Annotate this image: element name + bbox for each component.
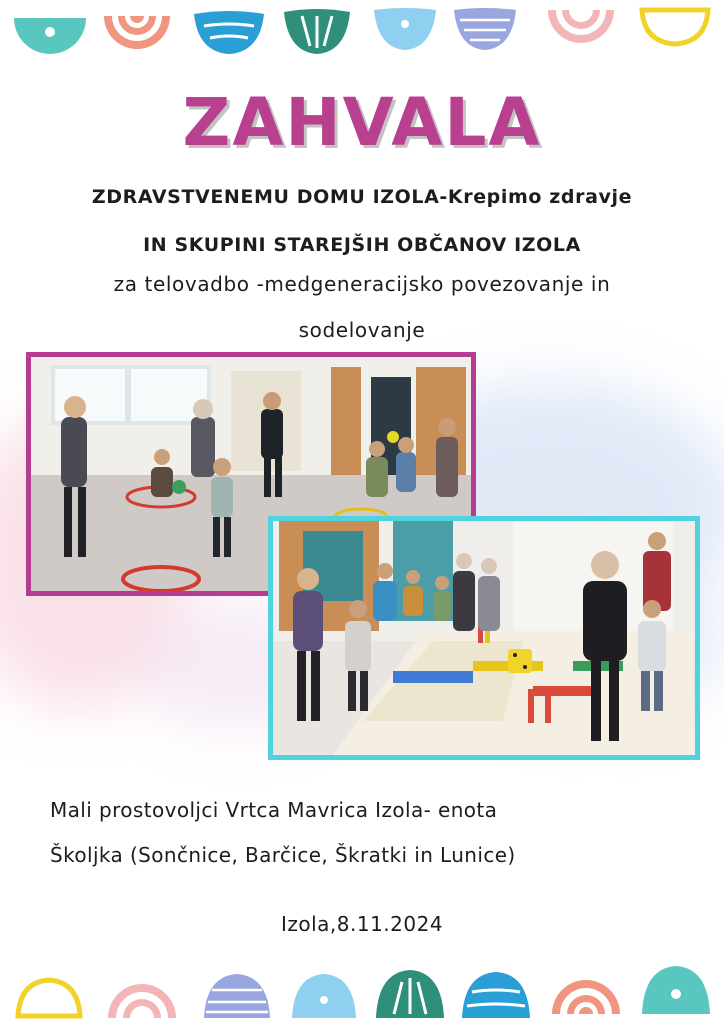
date-text: Izola,8.11.2024 [280,912,444,936]
yellow-dome-outline-icon [12,976,86,1020]
green-striped-bowl-icon [280,6,354,58]
green-striped-dome-icon [372,968,448,1020]
salmon-rainbow-icon [100,8,174,60]
teal-dome-icon [638,964,714,1016]
light-blue-dome-icon [370,6,440,54]
pink-rainbow-icon [104,970,180,1020]
dedication-line-2: IN SKUPINI STAREJŠIH OBČANOV IZOLA [143,234,581,256]
blue-striped-dome-icon [458,970,534,1020]
page-title: ZAHVALA [182,84,542,161]
yellow-bowl-outline-icon [636,4,714,48]
lavender-striped-dome-icon [200,972,274,1020]
gym-activity-photo-2 [268,516,700,760]
pink-rainbow-icon [544,4,618,54]
salmon-rainbow-icon [548,964,624,1016]
blue-striped-dome-icon [190,8,268,58]
teal-half-circle-icon [12,10,88,60]
credit-line-1: Mali prostovoljci Vrtca Mavrica Izola- enota [50,798,498,822]
light-blue-dome-icon [288,972,360,1020]
dedication-line-1: ZDRAVSTVENEMU DOMU IZOLA-Krepimo zdravje [91,186,633,208]
credit-line-2: Školjka (Sončnice, Barčice, Škratki in Lunice) [50,843,516,867]
dedication-line-4: sodelovanje [298,318,426,342]
lavender-striped-dome-icon [450,6,520,54]
dedication-line-3: za telovadbo -medgeneracijsko povezovanje in [113,272,611,296]
